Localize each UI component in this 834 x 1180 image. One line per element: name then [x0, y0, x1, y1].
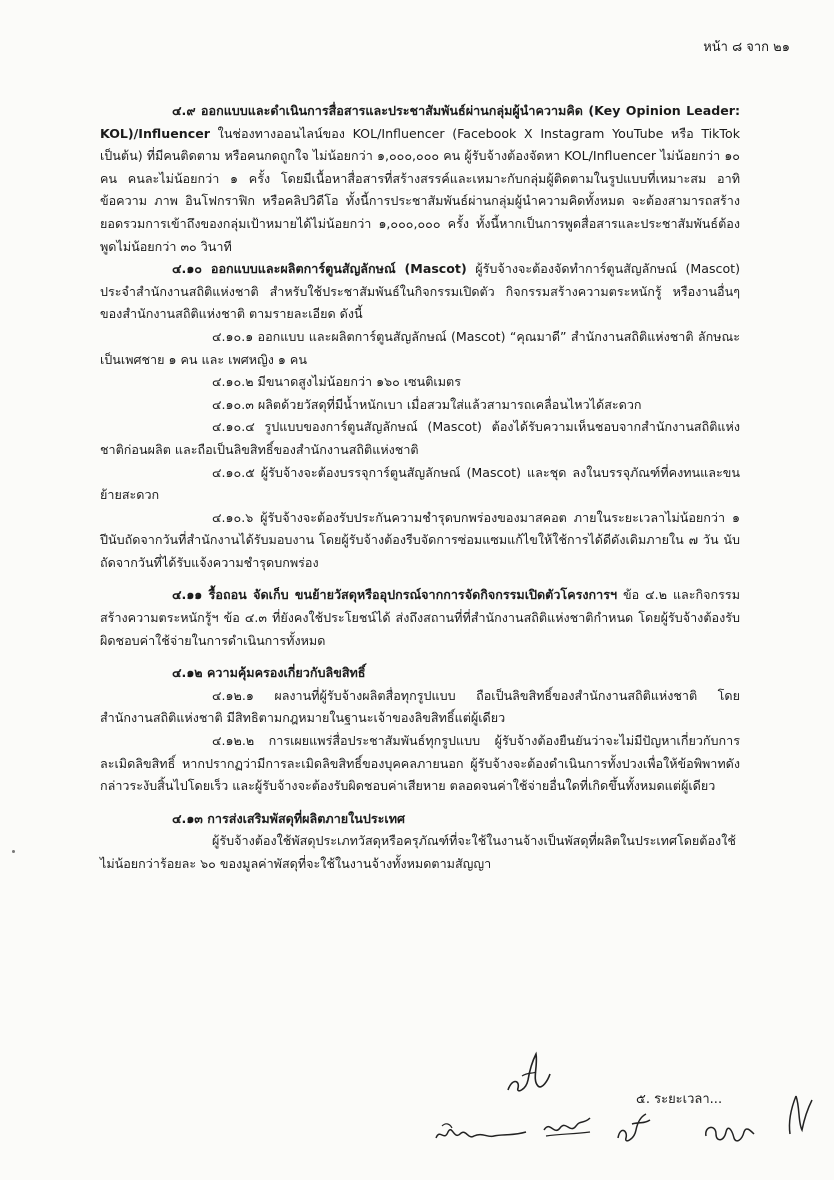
- section-4-11-title: ๔.๑๑ รื้อถอน จัดเก็บ ขนย้ายวัสดุหรืออุปกรณ์จากการจัดกิจกรรมเปิดตัวโครงการฯ: [172, 587, 618, 603]
- item-4-10-1: ๔.๑๐.๑ ออกแบบ และผลิตการ์ตูนสัญลักษณ์ (Mascot) “คุณมาดี” สำนักงานสถิติแห่งชาติ ลักษณะเป็นเพศชาย ๑ คน และ เพศหญิง ๑ คน: [100, 328, 740, 367]
- signature-6: [782, 1090, 816, 1140]
- signature-5: [700, 1116, 760, 1152]
- section-4-10-title: ๔.๑๐ ออกแบบและผลิตการ์ตูนสัญลักษณ์ (Mascot): [172, 261, 467, 277]
- section-4-13-heading: ๔.๑๓ การส่งเสริมพัสดุที่ผลิตภายในประเทศ: [172, 810, 406, 826]
- document-body: [100, 100, 740, 876]
- signature-1: [498, 1050, 558, 1100]
- item-4-10-5: ๔.๑๐.๕ ผู้รับจ้างจะต้องบรรจุการ์ตูนสัญลักษณ์ (Mascot) และชุด ลงในบรรจุภัณฑ์ที่คงทนและขนย้ายสะดวก: [100, 464, 740, 503]
- signature-2: [432, 1118, 532, 1148]
- item-4-10-6: ๔.๑๐.๖ ผู้รับจ้างจะต้องรับประกันความชำรุดบกพร่องของมาสคอต ภายในระยะเวลาไม่น้อยกว่า ๑ ปีนับถัดจากวันที่สำนักงานได้รับมอบงาน โดยผู้รับจ้างต้องรีบจัดการซ่อมแซมแก้ไขให้ใช้การได้ดีดังเดิมภายใน ๗ วัน นับถัดจากวันที่ได้รับแจ้งความชำรุดบกพร่อง: [100, 509, 740, 570]
- section-4-9-text: ในช่องทางออนไลน์ของ KOL/Influencer (Facebook X Instagram YouTube หรือ TikTok เป็นต้น) ที่มีคนติดตาม หรือคนกดถูกใจ ไม่น้อยกว่า ๑,๐๐๐,๐๐๐ คน ผู้รับจ้างต้องจัดหา KOL/Influencer ไม่น้อยกว่า ๑๐ คน คนละไม่น้อยกว่า ๑ ครั้ง โดยมีเนื้อหาสื่อสารที่สร้างสรรค์และเหมาะกับกลุ่มผู้ติดตามในรูปแบบที่เหมาะสม อาทิ ข้อความ ภาพ อินโฟกราฟิก หรือคลิปวิดีโอ ทั้งนี้การประชาสัมพันธ์ผ่านกลุ่มผู้นำความคิดทั้งหมด จะต้องสามารถสร้างยอดรวมการเข้าถึงของกลุ่มเป้าหมายได้ไม่น้อยกว่า ๑,๐๐๐,๐๐๐ ครั้ง ทั้งนี้หากเป็นการพูดสื่อสารและประชาสัมพันธ์ต้องพูดไม่น้อยกว่า ๓๐ วินาที: [100, 125, 740, 254]
- section-4-9-title: ๔.๙ ออกแบบและดำเนินการสื่อสารและประชาสัมพันธ์ผ่านกลุ่มผู้นำความคิด (Key Opinion Leader: KOL)/Influencer: [100, 103, 740, 141]
- section-4-11-text: ข้อ ๔.๒ และกิจกรรมสร้างความตระหนักรู้ฯ ข้อ ๔.๓ ที่ยังคงใช้ประโยชน์ได้ ส่งถึงสถานที่ที่สำนักงานสถิติแห่งชาติกำหนด โดยผู้รับจ้างต้องรับผิดชอบค่าใช้จ่ายในการดำเนินการทั้งหมด: [100, 587, 740, 648]
- section-4-11: [100, 584, 740, 652]
- page-number: หน้า ๘ จาก ๒๑: [703, 40, 790, 55]
- signature-4: [612, 1110, 656, 1146]
- section-4-10-text: ผู้รับจ้างจะต้องจัดทำการ์ตูนสัญลักษณ์ (Mascot) ประจำสำนักงานสถิติแห่งชาติ สำหรับใช้ประชาสัมพันธ์ในกิจกรรมเปิดตัว กิจกรรมสร้างความตระหนักรู้ หรืองานอื่นๆ ของสำนักงานสถิติแห่งชาติ ตามรายละเอียด ดังนี้: [100, 261, 740, 322]
- section-4-13-text: ผู้รับจ้างต้องใช้พัสดุประเภทวัสดุหรือครุภัณฑ์ที่จะใช้ในงานจ้างเป็นพัสดุที่ผลิตในประเทศโดยต้องใช้ไม่น้อยกว่าร้อยละ ๖๐ ของมูลค่าพัสดุที่จะใช้ในงานจ้างทั้งหมดตามสัญญา: [100, 833, 736, 871]
- signature-3: [540, 1112, 596, 1142]
- item-4-12-2: ๔.๑๒.๒ การเผยแพร่สื่อประชาสัมพันธ์ทุกรูปแบบ ผู้รับจ้างต้องยืนยันว่าจะไม่มีปัญหาเกี่ยวกับการละเมิดลิขสิทธิ์ หากปรากฏว่ามีการละเมิดลิขสิทธิ์ของบุคคลภายนอก ผู้รับจ้างจะต้องดำเนินการทั้งปวงเพื่อให้ข้อพิพาทดังกล่าวระงับสิ้นไปโดยเร็ว และผู้รับจ้างจะต้องรับผิดชอบค่าเสียหาย ตลอดจนค่าใช้จ่ายอื่นใดที่เกิดขึ้นทั้งหมดแต่ผู้เดียว: [100, 733, 740, 794]
- section-4-12-heading: ๔.๑๒ ความคุ้มครองเกี่ยวกับลิขสิทธิ์: [172, 665, 366, 681]
- item-4-10-4: ๔.๑๐.๔ รูปแบบของการ์ตูนสัญลักษณ์ (Mascot) ต้องได้รับความเห็นชอบจากสำนักงานสถิติแห่งชาติก่อนผลิต และถือเป็นลิขสิทธิ์ของสำนักงานสถิติแห่งชาติ: [100, 419, 740, 457]
- scan-dot: [12, 850, 15, 853]
- item-4-12-1: ๔.๑๒.๑ ผลงานที่ผู้รับจ้างผลิตสื่อทุกรูปแบบ ถือเป็นลิขสิทธิ์ของสำนักงานสถิติแห่งชาติ โดยสำนักงานสถิติแห่งชาติ มีสิทธิตามกฎหมายในฐานะเจ้าของลิขสิทธิ์แต่ผู้เดียว: [100, 687, 740, 726]
- section-4-9: [100, 100, 740, 258]
- continuation-text: ๕. ระยะเวลา...: [636, 1092, 723, 1107]
- item-4-10-3: ๔.๑๐.๓ ผลิตด้วยวัสดุที่มีน้ำหนักเบา เมื่อสวมใส่แล้วสามารถเคลื่อนไหวได้สะดวก: [212, 396, 642, 412]
- section-4-10: [100, 258, 740, 326]
- item-4-10-2: ๔.๑๐.๒ มีขนาดสูงไม่น้อยกว่า ๑๖๐ เซนติเมตร: [212, 374, 461, 390]
